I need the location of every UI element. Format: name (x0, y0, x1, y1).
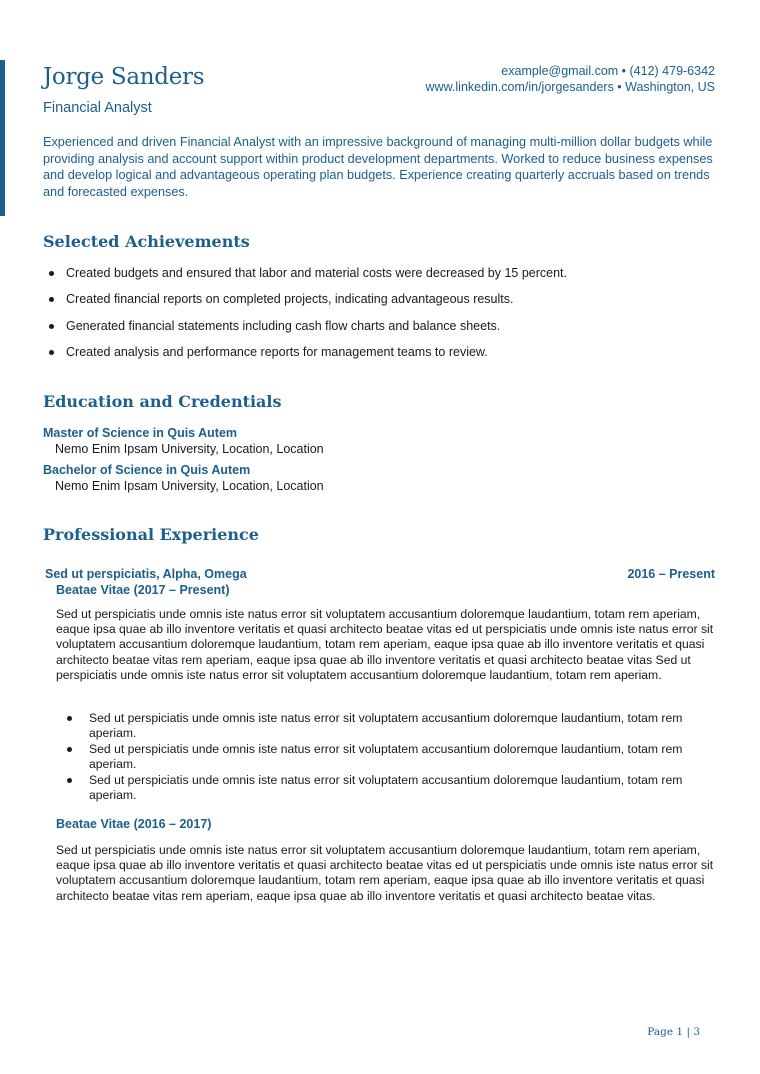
achievements-list (48, 265, 567, 370)
degree-name: Master of Science in Quis Autem (43, 426, 238, 440)
list-item (48, 265, 567, 291)
contact-linkedin-location: www.linkedin.com/in/jorgesanders • Washington, US (425, 80, 715, 94)
company-name: Sed ut perspiciatis, Alpha, Omega (45, 567, 247, 581)
achievement-text: Created budgets and ensured that labor and material costs were decreased by 15 percent. (66, 266, 568, 280)
school-name: Nemo Enim Ipsam University, Location, Location (55, 479, 324, 493)
section-title-achievements: Selected Achievements (43, 232, 250, 251)
education-entry (43, 426, 324, 457)
role-description: Sed ut perspiciatis unde omnis iste natus error sit voluptatem accusantium doloremque laudantium, totam rem aperiam, eaque ipsa quae ab illo inventore veritatis et quasi architecto beatae vitas ed ut perspiciatis unde omnis iste natus error sit voluptatem accusantium doloremque laudantium, totam rem aperiam, eaque ipsa quae ab illo inventore veritatis et quasi architecto beatae vitas rem aperiam, eaque ipsa quae ab illo inventore veritatis et quasi architecto beatae vitas. (56, 843, 714, 903)
bullet-icon (49, 297, 54, 302)
bullet-text: Sed ut perspiciatis unde omnis iste natus error sit voluptatem accusantium doloremque laudantium, totam rem aperiam. (89, 711, 683, 741)
contact-email-phone: example@gmail.com • (412) 479-6342 (501, 64, 715, 78)
bullet-icon (67, 778, 72, 783)
role-bullets (66, 711, 716, 804)
list-item (48, 344, 567, 370)
bullet-icon (67, 716, 72, 721)
bullet-icon (49, 324, 54, 329)
achievement-text: Created financial reports on completed projects, indicating advantageous results. (66, 292, 514, 307)
list-item (48, 318, 567, 344)
role-title: Beatae Vitae (2017 – Present) (56, 583, 230, 597)
list-item (66, 742, 716, 773)
list-item (48, 291, 567, 317)
role-description: Sed ut perspiciatis unde omnis iste natus error sit voluptatem accusantium doloremque laudantium, totam rem aperiam, eaque ipsa quae ab illo inventore veritatis et quasi architecto beatae vitas ed ut perspiciatis unde omnis iste natus error sit voluptatem accusantium doloremque laudantium, totam rem aperiam, eaque ipsa quae ab illo inventore veritatis et quasi architecto beatae vitas rem aperiam, eaque ipsa quae ab illo inventore veritatis et quasi architecto beatae vitas Sed ut perspiciatis unde omnis iste natus error sit voluptatem accusantium doloremque laudantium, totam rem aperiam. (56, 607, 714, 682)
education-entry (43, 463, 324, 494)
school-name: Nemo Enim Ipsam University, Location, Location (55, 442, 324, 456)
bullet-icon (49, 271, 54, 276)
section-title-education: Education and Credentials (43, 392, 282, 411)
bullet-icon (67, 747, 72, 752)
degree-name: Bachelor of Science in Quis Autem (43, 463, 251, 477)
page-number: Page 1 | 3 (647, 1026, 700, 1038)
list-item (66, 711, 716, 742)
achievement-text: Created analysis and performance reports for management teams to review. (66, 344, 488, 359)
bullet-text: Sed ut perspiciatis unde omnis iste natus error sit voluptatem accusantium doloremque laudantium, totam rem aperiam. (89, 772, 683, 803)
accent-bar (0, 60, 5, 216)
profile-summary: Experienced and driven Financial Analyst with an impressive background of managing multi-million dollar budgets while providing analysis and account support within product development departments. Worked to reduce business expenses and develop logical and advantageous operating plan budgets. Experience creating quarterly accruals based on trends and forecasted expenses. (43, 135, 713, 199)
bullet-icon (49, 350, 54, 355)
role-title: Beatae Vitae (2016 – 2017) (56, 817, 212, 831)
contact-info (426, 63, 715, 95)
achievement-text: Generated financial statements including cash flow charts and balance sheets. (66, 318, 501, 333)
section-title-experience: Professional Experience (43, 525, 259, 544)
list-item (66, 773, 716, 804)
job-title: Financial Analyst (43, 100, 152, 116)
job-dates: 2016 – Present (627, 567, 715, 581)
bullet-text: Sed ut perspiciatis unde omnis iste natus error sit voluptatem accusantium doloremque laudantium, totam rem aperiam. (89, 741, 683, 772)
candidate-name: Jorge Sanders (43, 64, 205, 90)
